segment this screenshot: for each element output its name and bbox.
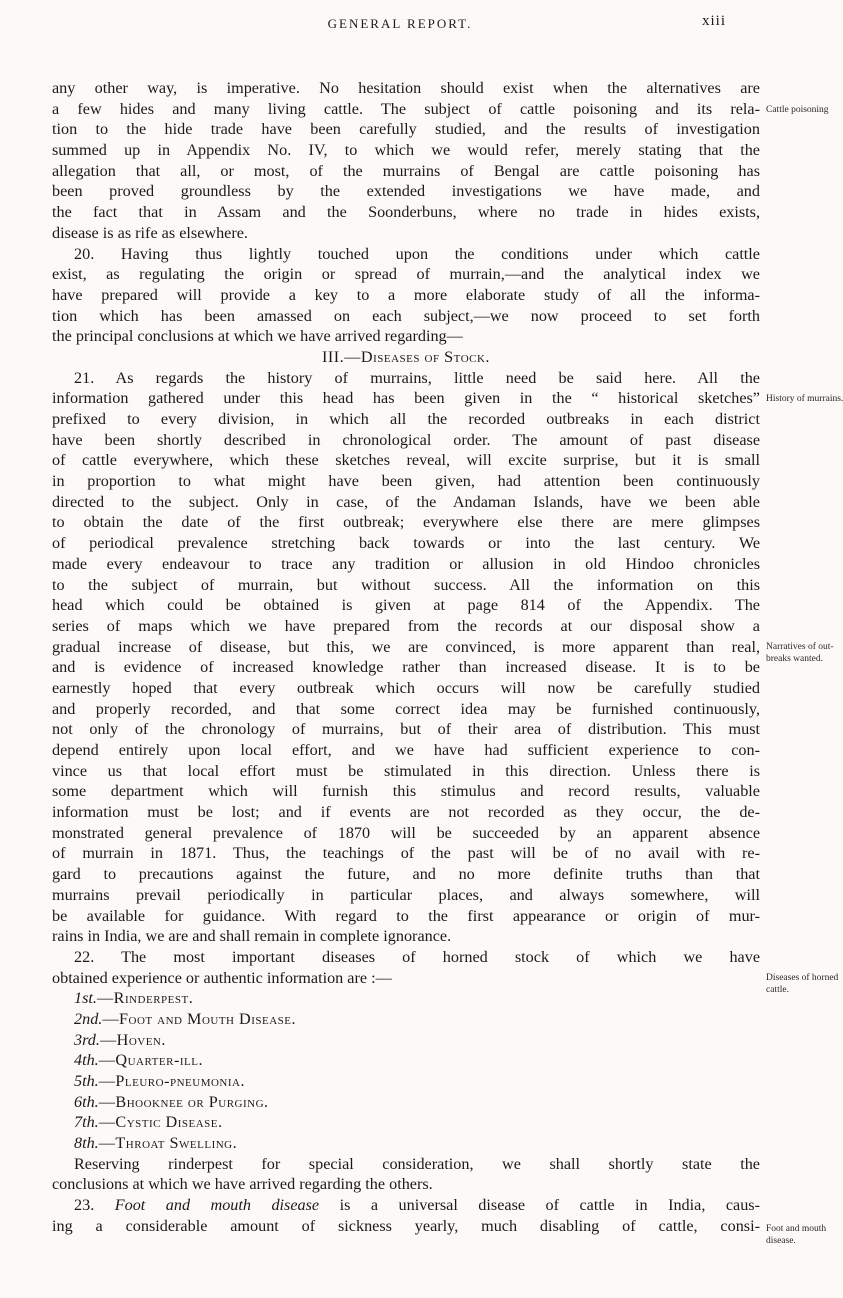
running-title: GENERAL REPORT. — [327, 16, 473, 31]
disease-name: —Quarter-ill. — [98, 1051, 203, 1070]
disease-ordinal: 8th. — [74, 1134, 99, 1153]
disease-name: —Foot and Mouth Disease. — [102, 1009, 297, 1028]
disease-list-item — [52, 1112, 760, 1133]
disease-ordinal: 2nd. — [74, 1009, 103, 1028]
text-line: rains in India, we are and shall remain in complete ignorance. — [52, 927, 452, 946]
page-number: xiii — [702, 13, 727, 29]
text-line: information gathered under this head has been given in the “ historical sketches” — [52, 389, 760, 408]
text-line: head which could be obtained is given at page 814 of the Appendix. The — [52, 596, 760, 615]
text-line: made every endeavour to trace any tradition or allusion in old Hindoo chronicles — [52, 554, 760, 573]
margin-note-diseases-2: cattle. — [766, 985, 789, 995]
text-line: the fact that in Assam and the Soonderbuns, where no trade in hides exists, — [52, 203, 760, 222]
text-line: exist, as regulating the origin or spread of murrain,—and the analytical index we — [52, 265, 760, 284]
paragraph-23-start — [52, 1195, 760, 1216]
text-line: not only of the chronology of murrains, but of their area of distribution. This must — [52, 720, 760, 739]
text-line: vince us that local effort must be stimulated in this direction. Unless there is — [52, 761, 760, 780]
text-line: to the subject of murrain, but without success. All the information on this — [52, 575, 760, 594]
disease-list-item — [52, 1030, 760, 1051]
text-line: series of maps which we have prepared from the records at our disposal show a — [52, 616, 760, 635]
text-line: and is evidence of increased knowledge rather than increased disease. It is to be — [52, 658, 760, 677]
text-line: murrains prevail periodically in particular places, and always somewhere, will — [52, 885, 760, 904]
margin-note-foot-mouth-2: disease. — [766, 1236, 796, 1246]
margin-note-narratives-2: breaks wanted. — [766, 654, 823, 664]
paragraph-20-start: 20. Having thus lightly touched upon the conditions under which cattle — [74, 244, 760, 263]
paragraph-22-start: 22. The most important diseases of horned stock of which we have — [74, 947, 760, 966]
disease-name: —Rinderpest. — [96, 989, 194, 1008]
disease-name: —Cystic Disease. — [98, 1113, 223, 1132]
disease-name: —Bhooknee or Purging. — [98, 1092, 269, 1111]
margin-note-diseases-1: Diseases of horned — [766, 973, 839, 983]
body-text — [52, 78, 760, 1237]
text-line: gard to precautions against the future, and no more definite truths than that — [52, 865, 760, 884]
text-line: conclusions at which we have arrived regarding the others. — [52, 1175, 433, 1194]
paragraph-number: 23. — [74, 1196, 95, 1215]
disease-list-item — [52, 1133, 760, 1154]
disease-list-item — [52, 1050, 760, 1071]
text-line: have been shortly described in chronological order. The amount of past disease — [52, 430, 760, 449]
text-line: disease is as rife as elsewhere. — [52, 223, 248, 242]
margin-note-foot-mouth-1: Foot and mouth — [766, 1224, 827, 1234]
text-line: obtained experience or authentic information are :— — [52, 968, 392, 987]
text-line: the principal conclusions at which we have arrived regarding— — [52, 327, 463, 346]
section-heading: III.—Diseases of Stock. — [322, 347, 490, 366]
text-line: of cattle everywhere, which these sketches reveal, will excite surprise, but it is small — [52, 451, 760, 470]
disease-list-item — [52, 1071, 760, 1092]
text-line: of murrain in 1871. Thus, the teachings of the past will be of no avail with re- — [52, 844, 760, 863]
text-line: some department which will furnish this stimulus and record results, valuable — [52, 782, 760, 801]
text-line: directed to the subject. Only in case, of the Andaman Islands, have we been able — [52, 492, 760, 511]
text-line: of periodical prevalence stretching back towards or into the last century. We — [52, 534, 760, 553]
text-line: any other way, is imperative. No hesitation should exist when the alternatives are — [52, 79, 760, 97]
text-line: ing a considerable amount of sickness yearly, much disabling of cattle, consi- — [52, 1216, 760, 1235]
disease-name: —Throat Swelling. — [98, 1134, 238, 1153]
text-line: prefixed to every division, in which all the recorded outbreaks in each district — [52, 410, 760, 428]
text-line: in proportion to what might have been given, had attention been continuously — [52, 472, 760, 491]
text-line: summed up in Appendix No. IV, to which we would refer, merely stating that the — [52, 141, 760, 160]
disease-ordinal: 7th. — [74, 1113, 99, 1132]
disease-ordinal: 3rd. — [74, 1030, 100, 1049]
text-line: be available for guidance. With regard to the first appearance or origin of mur- — [52, 906, 760, 925]
text-line: monstrated general prevalence of 1870 will be succeeded by an apparent absence — [52, 823, 760, 842]
text-line: been proved groundless by the extended investigations we have made, and — [52, 182, 760, 201]
disease-ordinal: 1st. — [74, 989, 97, 1008]
disease-ordinal: 4th. — [74, 1051, 99, 1070]
paragraph-text: is a universal disease of cattle in India, caus- — [319, 1196, 760, 1215]
text-line: gradual increase of disease, but this, we are convinced, is more apparent than real, — [52, 637, 760, 656]
text-line: tion to the hide trade have been carefully studied, and the results of investigation — [52, 120, 760, 139]
margin-note-history: History of murrains. — [766, 394, 843, 404]
text-line: information must be lost; and if events are not recorded as they occur, the de- — [52, 803, 760, 822]
text-line: have prepared will provide a key to a more elaborate study of all the informa- — [52, 285, 760, 304]
disease-name: —Hoven. — [99, 1030, 166, 1049]
text-line: Reserving rinderpest for special consideration, we shall shortly state the — [74, 1154, 760, 1173]
italic-phrase: Foot and mouth disease — [114, 1196, 320, 1215]
text-line: depend entirely upon local effort, and we have had sufficient experience to con- — [52, 741, 760, 759]
disease-ordinal: 6th. — [74, 1092, 99, 1111]
margin-note-narratives-1: Narratives of out- — [766, 642, 834, 652]
disease-name: —Pleuro-pneumonia. — [98, 1072, 246, 1090]
paragraph-21-start: 21. As regards the history of murrains, little need be said here. All the — [74, 368, 760, 387]
text-line: a few hides and many living cattle. The subject of cattle poisoning and its rela- — [52, 99, 760, 118]
text-line: and properly recorded, and that some correct idea may be furnished continuously, — [52, 699, 760, 718]
text-line: allegation that all, or most, of the murrains of Bengal are cattle poisoning has — [52, 161, 760, 180]
text-line: earnestly hoped that every outbreak which occurs will now be carefully studied — [52, 678, 760, 697]
margin-note-cattle-poisoning: Cattle poisoning — [766, 105, 829, 115]
disease-list-item — [52, 988, 760, 1009]
disease-ordinal: 5th. — [74, 1072, 99, 1090]
text-line: to obtain the date of the first outbreak; everywhere else there are mere glimpses — [52, 513, 760, 532]
text-line: tion which has been amassed on each subject,—we now proceed to set forth — [52, 306, 760, 325]
disease-list-item — [52, 1009, 760, 1030]
disease-list-item — [52, 1092, 760, 1113]
